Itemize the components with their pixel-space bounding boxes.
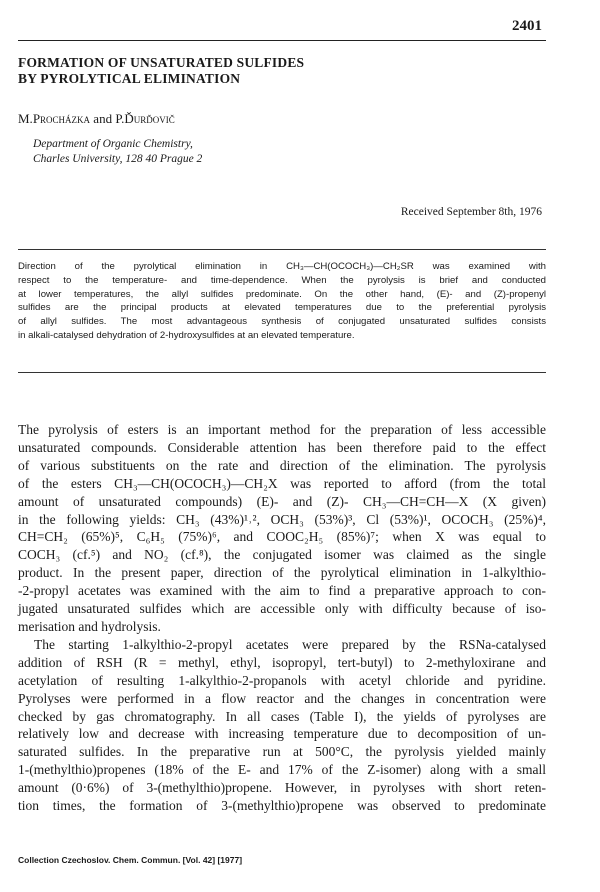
article-title bbox=[18, 55, 438, 87]
abstract-rule-bottom bbox=[18, 372, 546, 373]
abstract-line: Direction of the pyrolytical elimination in CH₃—CH(OCOCH₃)—CH₂SR was examined with bbox=[18, 261, 546, 272]
body-line: jugated unsaturated sulfides which are accessible only with difficulty because of iso- bbox=[18, 601, 546, 617]
abstract-line: respect to the temperature- and time-dependence. When the pyrolysis is brief and conducted bbox=[18, 274, 546, 286]
author-2-name: Ďurďovič bbox=[124, 111, 175, 126]
body-text bbox=[18, 421, 546, 815]
abstract-line: of allyl sulfides. The most advantageous synthesis of conjugated unsaturated sulfides consists bbox=[18, 316, 546, 328]
body-line: amount (0·6%) of 3-(methylthio)propene. However, in pyrolyses with short reten- bbox=[18, 780, 546, 796]
header-rule bbox=[18, 40, 546, 41]
journal-footer: Collection Czechoslov. Chem. Commun. [Vol. 42] [1977] bbox=[18, 855, 243, 865]
body-line: COCH₃ (cf.⁵) and NO₂ (cf.⁸), the conjugated isomer was claimed as the single bbox=[18, 547, 546, 563]
body-line: 1-(methylthio)propenes (18% of the E- and 17% of the Z-isomer) along with a small bbox=[18, 762, 546, 778]
body-line: saturated sulfides. In the preparative run at 500°C, the pyrolysis yielded mainly bbox=[18, 744, 546, 760]
body-line: Pyrolyses were performed in a flow reactor and the changes in concentration were bbox=[18, 690, 546, 706]
body-line: unsaturated compounds. Considerable attention has been therefore paid to the effect bbox=[18, 439, 546, 455]
body-line: -2-propyl acetates was examined with the aim to find a preparative approach to con- bbox=[18, 583, 546, 599]
body-line: product. In the present paper, direction of the pyrolytical elimination in 1-alkylthio- bbox=[18, 565, 546, 581]
affiliation-line: Department of Organic Chemistry, bbox=[33, 138, 193, 150]
body-line: relatively low and decrease with increasing temperature due to decomposition of un- bbox=[18, 726, 546, 742]
author-1-initial: M. bbox=[18, 111, 33, 126]
body-line: acetylation of resulting 1-alkylthio-2-propanols with acetyl chloride and pyridine. bbox=[18, 672, 546, 688]
author-2-initial: P. bbox=[115, 111, 125, 126]
received-date: Received September 8th, 1976 bbox=[400, 206, 542, 218]
author-conjunction: and bbox=[90, 111, 116, 126]
abstract-line: at lower temperatures, the allyl sulfides predominate. On the other hand, (E)- and (Z)-propenyl bbox=[18, 288, 546, 300]
abstract bbox=[18, 260, 546, 343]
title-line: BY PYROLYTICAL ELIMINATION bbox=[18, 71, 241, 86]
body-line: amount of unsaturated compounds) (E)- and (Z)- CH₃—CH=CH—X (X given) bbox=[18, 493, 546, 509]
author-1-name: Procházka bbox=[32, 111, 91, 126]
abstract-line: sulfides are the principal products at elevated temperatures due to the preferential pyrolysis bbox=[18, 302, 546, 314]
body-line: checked by gas chromatography. In all cases (Table I), the yields of pyrolyses are bbox=[18, 708, 546, 724]
author-line bbox=[18, 111, 175, 127]
abstract-rule-top bbox=[18, 249, 546, 250]
body-line: of the esters CH₃—CH(OCOCH₃)—CH₂X was reported to afford (from the total bbox=[18, 475, 546, 491]
body-line: CH=CH₂ (65%)⁵, C₆H₅ (75%)⁶, and COOC₂H₅ (85%)⁷; when X was equal to bbox=[18, 529, 546, 545]
abstract-line: in alkali-catalysed dehydration of 2-hydroxysulfides at an elevated temperature. bbox=[18, 329, 355, 341]
body-line: tion times, the formation of 3-(methylthio)propene was observed to predominate bbox=[18, 798, 546, 814]
body-line: of various substituents on the rate and direction of the elimination. The pyrolysis bbox=[18, 457, 546, 473]
affiliation bbox=[33, 137, 202, 167]
affiliation-line: Charles University, 128 40 Prague 2 bbox=[33, 153, 203, 165]
body-line: merisation and hydrolysis. bbox=[18, 618, 161, 634]
title-line: FORMATION OF UNSATURATED SULFIDES bbox=[18, 55, 305, 70]
body-line: in the following yields: CH₃ (43%)¹˒², OCH₃ (53%)³, Cl (53%)¹, OCOCH₃ (25%)⁴, bbox=[18, 511, 546, 527]
body-line: The pyrolysis of esters is an important method for the preparation of less accessible bbox=[18, 422, 546, 437]
page-number: 2401 bbox=[512, 18, 542, 34]
body-line: addition of RSH (R = methyl, ethyl, isopropyl, tert-butyl) to 2-methyloxirane and bbox=[18, 654, 546, 670]
body-line: The starting 1-alkylthio-2-propyl acetates were prepared by the RSNa-catalysed bbox=[34, 636, 546, 652]
